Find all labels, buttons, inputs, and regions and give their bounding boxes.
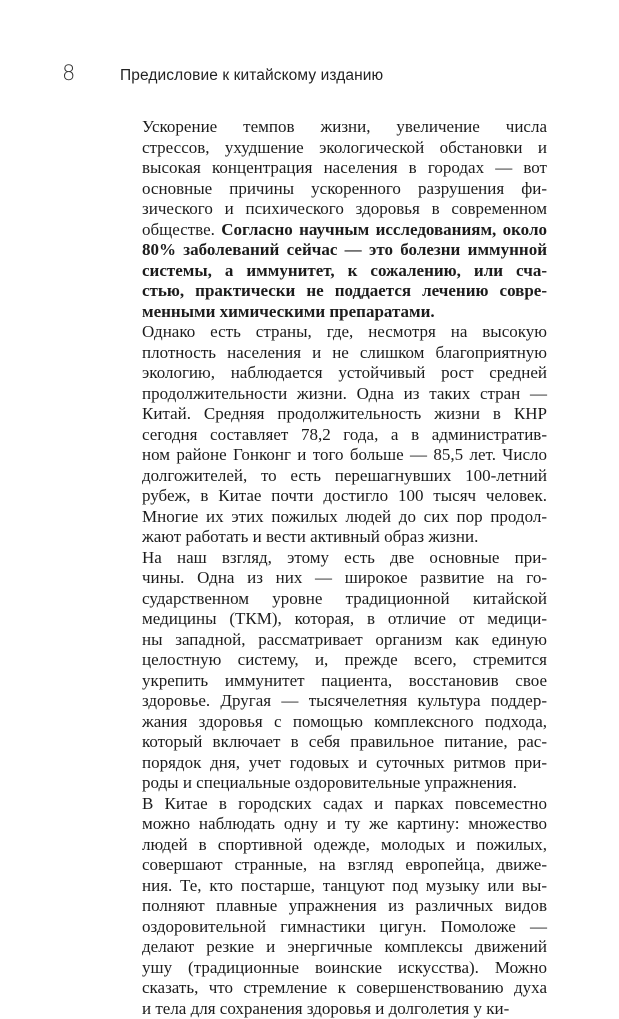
text-line: ния. Те, кто постарше, танцуют под музыку или вы- (118, 876, 547, 897)
text-line: медицины (ТКМ), которая, в отличие от медици- (118, 609, 547, 630)
text-line: сказать, что стремление к совершенствованию духа (118, 978, 547, 999)
paragraph (118, 794, 547, 1019)
text-run: обществе. (142, 220, 221, 239)
text-line: стрессов, ухудшение экологической обстановки и (118, 138, 547, 159)
text-line: Китай. Средняя продолжительность жизни в КНР (118, 404, 547, 425)
text-line: 80% заболеваний сейчас — это болезни иммунной (118, 240, 547, 261)
text-line: жают работать и вести активный образ жизни. (118, 527, 547, 548)
text-line: менными химическими препаратами. (118, 302, 547, 323)
paragraph (118, 322, 547, 548)
paragraph (118, 117, 547, 322)
text-line: плотность населения и не слишком благоприятную (118, 343, 547, 364)
paragraph (118, 548, 547, 794)
text-line: Однако есть страны, где, несмотря на высокую (118, 322, 547, 343)
text-line: укрепить иммунитет пациента, восстановив свое (118, 671, 547, 692)
text-line: который включает в себя правильное питание, рас- (118, 732, 547, 753)
text-line: и тела для сохранения здоровья и долголетия у ки- (118, 999, 547, 1019)
page-number: 8 (62, 61, 75, 85)
text-line: здоровье. Другая — тысячелетняя культура поддер- (118, 691, 547, 712)
text-line: долгожителей, то есть перешагнувших 100-летний (118, 466, 547, 487)
text-line: зического и психического здоровья в современном (118, 199, 547, 220)
running-header: Предисловие к китайскому изданию (120, 67, 383, 85)
text-line: ном районе Гонконг и того больше — 85,5 лет. Число (118, 445, 547, 466)
text-line: порядок дня, учет годовых и суточных ритмов при- (118, 753, 547, 774)
text-line: целостную систему, и, прежде всего, стремится (118, 650, 547, 671)
text-line: жания здоровья с помощью комплексного подхода, (118, 712, 547, 733)
text-line: людей в спортивной одежде, молодых и пожилых, (118, 835, 547, 856)
text-line: Ускорение темпов жизни, увеличение числа (118, 117, 547, 138)
text-line: делают резкие и энергичные комплексы движений (118, 937, 547, 958)
text-line: оздоровительной гимнастики цигун. Помоложе — (118, 917, 547, 938)
text-line (118, 220, 547, 241)
text-line: можно наблюдать одну и ту же картину: множество (118, 814, 547, 835)
text-line: основные причины ускоренного разрушения фи- (118, 179, 547, 200)
text-line: продолжительности жизни. Одна из таких стран — (118, 384, 547, 405)
text-line: системы, а иммунитет, к сожалению, или сча- (118, 261, 547, 282)
text-line: совершают странные, на взгляд европейца, движе- (118, 855, 547, 876)
text-line: стью, практически не поддается лечению совре- (118, 281, 547, 302)
text-line: ны западной, рассматривает организм как единую (118, 630, 547, 651)
text-line: В Китае в городских садах и парках повсеместно (118, 794, 547, 815)
text-line: роды и специальные оздоровительные упражнения. (118, 773, 547, 794)
text-line: Многие их этих пожилых людей до сих пор продол- (118, 507, 547, 528)
text-line: высокая концентрация населения в городах — вот (118, 158, 547, 179)
text-line: На наш взгляд, этому есть две основные при- (118, 548, 547, 569)
text-line: экологию, наблюдается устойчивый рост средней (118, 363, 547, 384)
text-line: ушу (традиционные воинские искусства). Можно (118, 958, 547, 979)
text-line: сегодня составляет 78,2 года, а в административ- (118, 425, 547, 446)
text-line: полняют плавные упражнения из различных видов (118, 896, 547, 917)
body-text (118, 117, 547, 1019)
text-line: рубеж, в Китае почти достигло 100 тысяч человек. (118, 486, 547, 507)
text-line: сударственном уровне традиционной китайской (118, 589, 547, 610)
text-line: чины. Одна из них — широкое развитие на го- (118, 568, 547, 589)
bold-text-run: Согласно научным исследованиям, около (221, 220, 547, 239)
